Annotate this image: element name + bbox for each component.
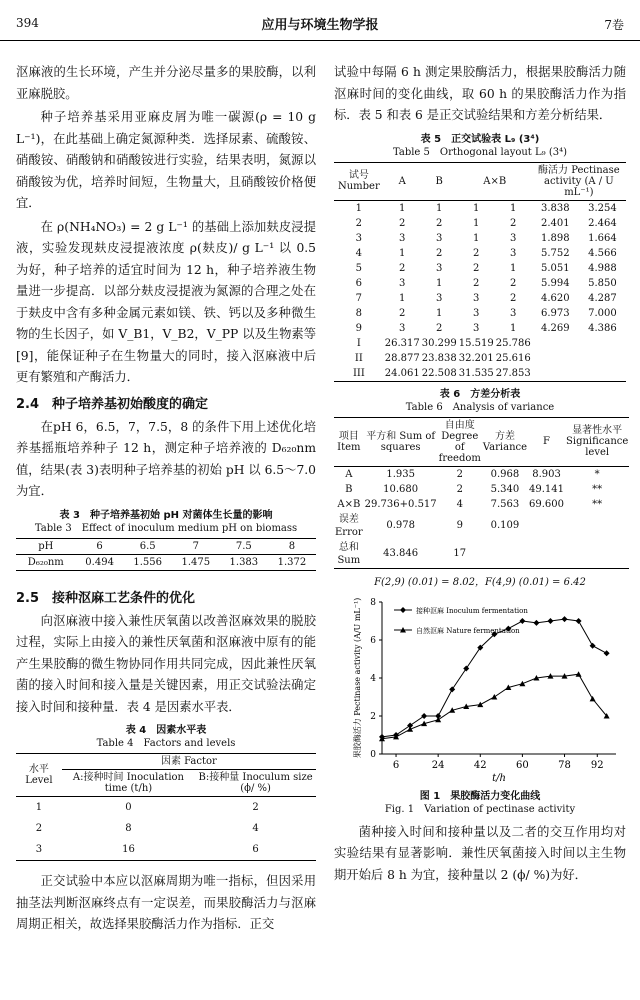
data-point [435,716,441,722]
table-cell: 2 [456,468,463,480]
table-cell: 26.317 [384,337,420,349]
table-cell: ** [592,483,603,495]
table-cell: 3 [473,292,480,304]
table-cell: 0.978 [386,520,415,531]
table-cell [579,366,626,382]
table-cell: 2 [355,217,363,229]
paragraph: 种子培养基采用亚麻皮屑为唯一碳源(ρ = 10 g L⁻¹)，在此基础上确定氮源种类．选择尿素、硫酸铵、硝酸铵、硝酸钠和硝酸铵进行实验，结果表明，氮源以硝酸铵为优，培养时间短，生物量大，且硝酸铵价格便宜． [16,110,316,210]
paragraph: 沤麻液的生长环境，产生并分泌尽量多的果胶酶，以利亚麻脱胶。 [16,65,316,101]
table3: pH 6 6.5 7 7.5 8 D₆₂₀nm 0.494 1.556 1.475 1.383 1.372 [16,538,316,571]
table-cell: 3 [355,232,363,244]
y-tick-label: 6 [370,635,376,646]
table-cell: 3 [473,307,480,319]
table4-row [16,797,316,819]
paragraph: 试验中每隔 6 h 测定果胶酶活力，根据果胶酶活力随沤麻时间的变化曲线，取 60 h 的果胶酶活力作为指标．表 5 和表 6 是正交试验结果和方差分析结果． [334,65,626,122]
table6-row [334,482,629,497]
page-header [0,0,640,41]
table5-row [334,231,626,246]
table-cell: 5.994 [540,277,570,289]
table-cell: 24.061 [384,367,420,379]
data-point [590,695,596,701]
paragraph: 在 ρ(NH₄NO₃) = 2 g L⁻¹ 的基础上添加麸皮浸提液，实验发现麸皮浸提液浓度 ρ(麸皮)/ g L⁻¹ 以 0.5 为好，种子培养的适宜时间为 12 h，种子培养液生物量进一步提高．以部分麸皮浸提液为氮源的合理之处在于麸皮中含有多种金属元素如镁、铁、钙以及多种微生物的生长因子，如 V_B1，V_B2，V_PP 以及生物素等[9]，能保证种子在生物量大的同时，接入沤麻液中后更有繁殖和产酶活力． [16,219,316,384]
table-cell: 4 [252,823,259,834]
table-cell [579,351,626,366]
table-cell: B [345,483,353,495]
table-cell: 1.935 [386,468,415,480]
table-cell: 3 [399,232,406,244]
table5-row [334,200,626,216]
table-cell [532,366,579,382]
table-cell: 1 [510,202,517,214]
table6-note: F(2,9) (0.01) = 8.02，F(4,9) (0.01) = 6.42 [374,576,586,588]
legend-label: 自然沤麻 Nature fermentation [416,626,520,635]
table-cell: 1 [355,202,363,214]
table-cell: 9 [456,520,463,531]
series-line [382,674,607,739]
data-point [491,694,497,700]
table-cell: 2 [473,247,480,259]
table-cell: 29.736+0.517 [364,498,437,510]
data-point [533,619,539,625]
table-cell: 1 [473,217,480,229]
table-cell: 误差 Error [335,513,363,538]
data-point [463,665,469,671]
table-cell: 4 [355,247,363,259]
y-axis-label: 果胶酶活力 Pectinase activity (A/U mL⁻¹) [353,597,362,758]
chart-svg [334,594,626,784]
table-cell: 3 [436,262,443,274]
table5-row [334,336,626,351]
data-point [519,680,525,686]
table5-row [334,276,626,291]
volume-label: 7卷 [604,18,624,32]
table-cell: 4 [456,498,463,510]
table-cell: * [594,468,600,480]
figure1-chart [334,594,626,784]
table-cell: 1.664 [588,232,617,244]
table-cell: 8 [125,823,132,834]
table-cell: 9 [355,322,363,334]
table-cell: 0 [125,802,132,813]
x-tick-label: 78 [558,759,571,771]
table-cell: 2 [252,802,259,813]
data-point [576,618,582,624]
table-cell: 0.109 [490,520,520,531]
table-cell: 15.519 [458,337,494,349]
x-tick-label: 42 [473,759,487,771]
table-cell: 7.000 [588,307,617,319]
table-cell: 2 [436,217,443,229]
table-cell: 2.464 [588,217,617,229]
table-cell: 3.254 [588,202,617,214]
table-cell: 4.269 [540,322,570,334]
table-cell: 17 [453,548,467,559]
table-cell: II [354,352,363,364]
table-cell: 25.786 [495,337,531,349]
table-cell: 23.838 [421,352,457,364]
journal-title: 应用与环境生物学报 [261,18,379,33]
table-cell: 0.968 [490,468,520,480]
table-cell: 3 [473,322,480,334]
table-cell [528,540,565,569]
table6-row [334,497,629,512]
table-cell: 32.201 [458,352,494,364]
table-cell: 22.508 [421,367,457,379]
x-tick-label: 6 [392,759,400,771]
table-cell: 4.386 [588,322,617,334]
table-cell: ** [592,498,603,510]
y-tick-label: 0 [370,749,376,760]
table-cell: 7 [355,292,363,304]
table-cell: 8 [355,307,363,319]
table-cell: 3 [510,232,517,244]
table5-row [334,291,626,306]
table-cell [482,540,528,569]
data-point [604,650,610,656]
table-cell: 4.566 [588,247,617,259]
table-cell: 2 [399,217,406,229]
figure1-caption: 图 1 果胶酶活力变化曲线 Fig. 1 Variation of pectinase activity [384,790,576,815]
table4-caption: 表 4 因素水平表 Table 4 Factors and levels [96,725,236,749]
table-cell: 2 [473,262,480,274]
table3-caption: 表 3 种子培养基初始 pH 对菌体生长量的影响 Table 3 Effect of inoculum medium pH on biomass [34,509,298,534]
table5-row [334,216,626,231]
table-cell: 10.680 [383,483,419,495]
table-cell: I [356,337,361,349]
paragraph: 向沤麻液中接入兼性厌氧菌以改善沤麻效果的脱胶过程，实际上由接入的兼性厌氧菌和沤麻液中原有的能产生果胶酶的微生物协同作用共同完成，因此兼性厌氧菌的接入时间和接入量是关键因素，用正交试验法确定接入时间和接种量．表 4 是因素水平表． [16,613,316,714]
table-cell: 1 [399,292,406,304]
table5-row [334,306,626,321]
table-cell: 3.838 [540,202,570,214]
table4: 水平 Level 因素 Factor A:接种时间 Inoculation time (t/h) B:接种量 Inoculum size (ϕ/ %) 1 0 2 2 8 4 3 16 6 [16,753,316,861]
x-tick-label: 92 [590,759,604,771]
table6-caption: 表 6 方差分析表 Table 6 Analysis of variance [405,388,555,413]
table-cell [532,336,579,351]
paragraph: 菌种接入时间和接种量以及二者的交互作用均对实验结果有显著影响．兼性厌氧菌接入时间以主生物期开始后 8 h 为宜，接种量以 2 (ϕ/ %)为好． [334,824,626,882]
table-cell: 3 [35,844,43,855]
table-cell: 5.051 [540,262,570,274]
table-cell: 2 [436,322,443,334]
table-cell: 30.299 [421,337,457,349]
table-cell: 2 [510,217,517,229]
section-heading: 2.5 接种沤麻工艺条件的优化 [16,590,196,606]
table-cell: 1.898 [540,232,570,244]
table-cell: 69.600 [529,498,565,510]
table-cell [532,351,579,366]
table-cell: D₆₂₀nm [27,556,64,568]
table-cell: 5.850 [588,277,617,289]
data-point [421,713,427,719]
table-cell: 25.616 [495,352,531,364]
data-point [547,618,553,624]
y-tick-label: 8 [370,597,376,608]
data-point [519,618,525,624]
table-cell: 1 [473,232,480,244]
right-column [334,62,629,888]
table-cell: 3 [510,247,517,259]
table-cell: 31.535 [458,367,494,379]
table-cell: 16 [122,844,135,855]
table6: 项目 Item 平方和 Sum of squares 自由度 Degree of freedom 方差 Variance F 显著性水平 Significance level A 1.935 2 0.968 8.903 * B 10.680 2 5.340 49.141 ** A×B 29.736+0.517 4 7.563 69.600 ** 误差 Error 0.978 9 0.109 总和 Sum 43.846 17 [334,417,629,569]
table-cell: 1 [510,322,517,334]
page-number: 394 [16,16,39,30]
data-point [562,616,568,622]
table5-row [334,351,626,366]
table-cell: 8.903 [532,468,561,480]
table-cell: 2.401 [540,217,570,229]
table6-row [334,540,629,569]
table-cell: 总和 Sum [337,541,361,566]
table6-row [334,512,629,540]
y-tick-label: 2 [370,711,376,722]
table5: 试号 Number A B A×B 酶活力 Pectinase activity (A / U mL⁻¹) 1 1 1 1 1 3.838 3.254 2 2 2 1 2 2.401 2.464 3 3 3 1 3 1.898 1.664 4 1 2 2 3 5.752 4.566 5 2 3 2 1 5.051 4.988 6 3 1 2 2 5.994 5.850 7 1 3 3 2 4.620 4.287 8 2 1 3 3 6.973 7.000 9 3 2 3 1 4.269 4.386 I 26.317 30.299 15.519 25.786 II 28.877 23.838 32.201 25.616 III 24.061 22.508 31.535 27.853 [334,162,626,382]
table-cell: 1 [436,277,443,289]
table-cell: 6 [355,277,363,289]
table-cell: 6.973 [540,307,570,319]
table-cell: 1 [510,262,517,274]
data-point [477,701,483,707]
table-cell: 1 [436,307,443,319]
table-cell: 2 [399,262,406,274]
x-axis-label: t/h [492,772,506,784]
table-cell: 1 [399,247,406,259]
table-cell: 2 [510,277,517,289]
legend-marker [400,607,406,613]
table5-caption: 表 5 正交试验表 L₉ (3⁴) Table 5 Orthogonal layout L₉ (3⁴) [392,133,568,158]
x-tick-label: 24 [431,759,445,771]
table-cell: 3 [436,232,443,244]
table6-row [334,466,629,482]
table-cell: 4.988 [588,262,617,274]
table4-row [16,818,316,839]
table-cell: 1 [35,802,43,813]
table-cell: 2 [35,823,43,834]
table-cell: 7.563 [490,498,520,510]
table-cell: 4.620 [540,292,570,304]
table-cell: 5.752 [540,247,570,259]
table-cell: 2 [399,307,406,319]
table-cell: 2 [436,247,443,259]
table-cell: 2 [473,277,480,289]
table-cell [528,512,565,540]
y-tick-label: 4 [370,673,376,684]
table-cell: A×B [337,498,361,510]
table5-row [334,366,626,382]
table-cell: 3 [399,277,406,289]
paragraph: 在pH 6，6.5，7，7.5，8 的条件下用上述优化培养基摇瓶培养种子 12 h，测定种子培养液的 D₆₂₀nm 值，结果(表 3)表明种子培养基的初始 pH 以 6.5～7.0 为宜． [16,419,316,498]
table-cell [579,336,626,351]
x-tick-label: 60 [516,759,529,771]
section-heading: 2.4 种子培养基初始酸度的确定 [16,396,209,412]
table-cell: 27.853 [495,367,531,379]
table-cell: 28.877 [384,352,420,364]
table5-row [334,321,626,336]
table-cell: 4.287 [588,292,617,304]
table-cell: 49.141 [529,483,565,495]
table-cell: 5 [355,262,363,274]
table-cell: 1 [399,202,406,214]
legend-label: 接种沤麻 Inoculum fermentation [416,606,528,615]
data-point [576,671,582,677]
table-cell: pH [38,540,54,552]
table-cell: 5.340 [490,483,520,495]
table5-row [334,261,626,276]
table-cell: 1 [473,202,480,214]
table-cell: 1 [436,202,443,214]
table-cell: 3 [510,307,517,319]
table-cell [565,540,629,569]
table-cell [565,512,629,540]
paragraph: 正交试验中本应以沤麻周期为唯一指标，但因采用抽茎法判断沤麻终点有一定误差，而果胶酶活力与沤麻周期正相关，故选择果胶酶活力作为指标．正交 [16,874,316,931]
table-cell: III [352,367,365,379]
table4-row [16,839,316,861]
data-point [590,642,596,648]
table-cell: 2 [510,292,517,304]
table-cell: 3 [436,292,443,304]
table-cell: A [345,468,353,480]
left-column [16,62,316,938]
table-cell: 43.846 [383,548,419,559]
table-cell: 2 [456,483,463,495]
table5-row [334,246,626,261]
data-point [449,686,455,692]
table-cell: 6 [252,844,259,855]
table-cell: 3 [399,322,406,334]
